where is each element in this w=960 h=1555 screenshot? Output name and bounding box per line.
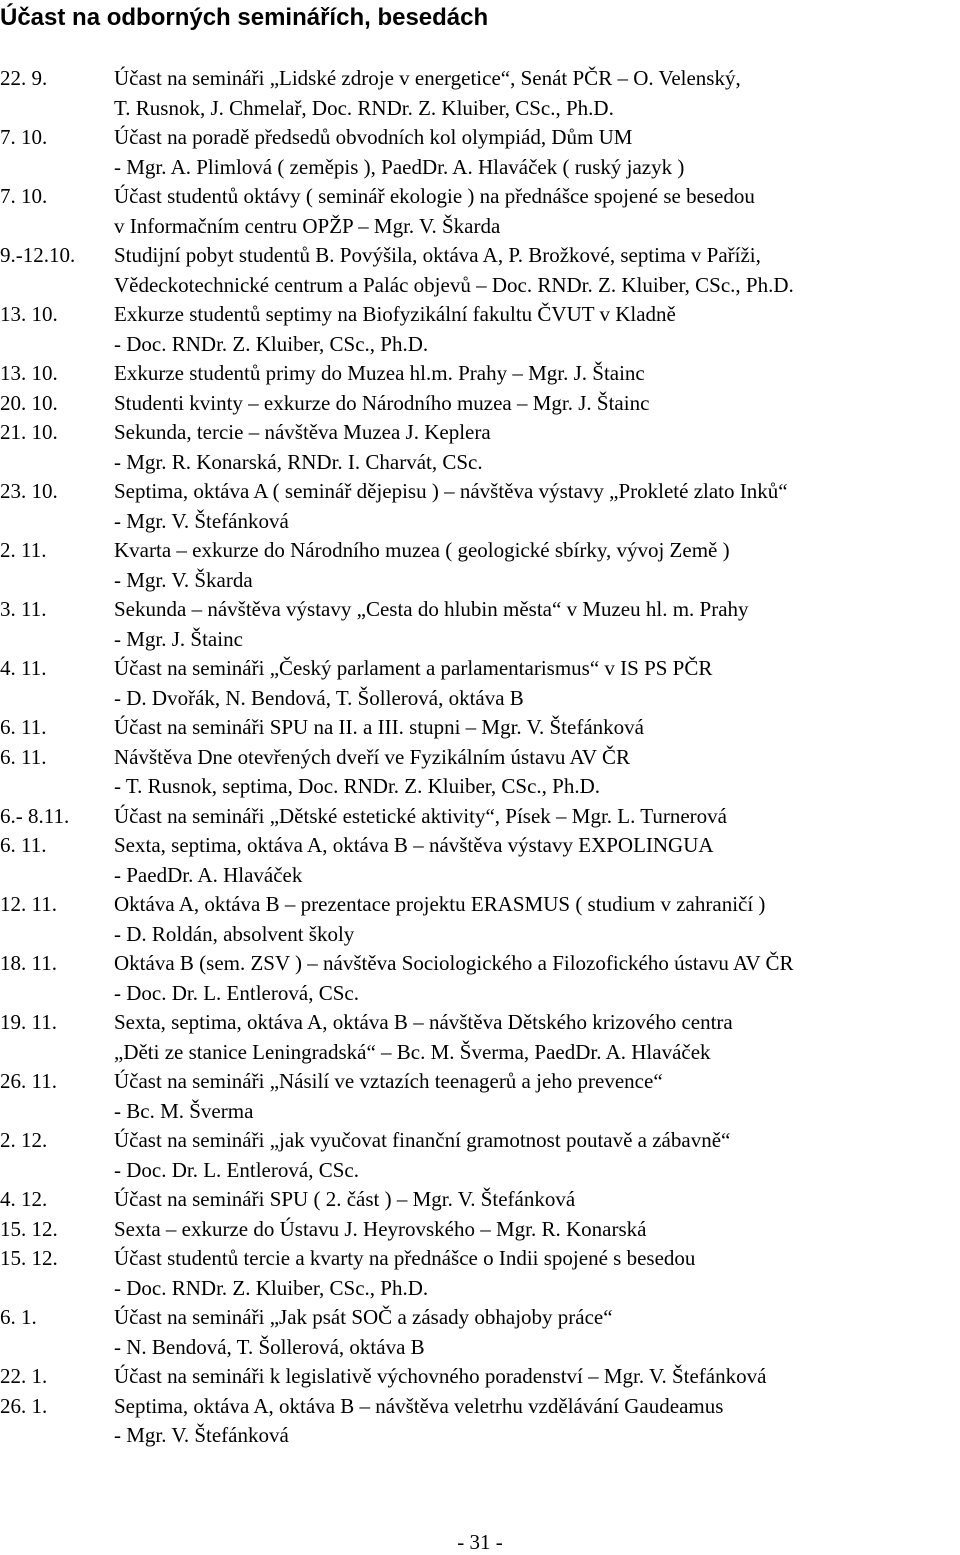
entry-line: - Doc. RNDr. Z. Kluiber, CSc., Ph.D.: [114, 331, 429, 356]
entry-line: Účast studentů tercie a kvarty na přednášce o Indii spojené s besedou: [114, 1246, 696, 1270]
entry-line: Sexta – exkurze do Ústavu J. Heyrovského – Mgr. R. Konarská: [114, 1216, 647, 1241]
list-item: [0, 64, 960, 123]
entry-date: 23. 10.: [0, 479, 58, 503]
entry-description: [114, 1244, 960, 1303]
entry-line: Studenti kvinty – exkurze do Národního muzea – Mgr. J. Štainc: [114, 390, 650, 415]
list-item: [0, 536, 960, 595]
entry-date: 20. 10.: [0, 390, 58, 415]
entry-line: Septima, oktáva A, oktáva B – návštěva veletrhu vzdělávání Gaudeamus: [114, 1393, 724, 1418]
list-item: [0, 241, 960, 300]
entry-date: 6.- 8.11.: [0, 803, 70, 828]
entry-line: Účast na semináři SPU ( 2. část ) – Mgr. V. Štefánková: [114, 1187, 576, 1211]
entry-line: Účast na semináři k legislativě výchovného poradenství – Mgr. V. Štefánková: [114, 1364, 767, 1388]
entry-date: 4. 12.: [0, 1187, 48, 1211]
entry-date: 6. 1.: [0, 1305, 37, 1329]
entry-line: Sexta, septima, oktáva A, oktáva B – návštěva Dětského krizového centra: [114, 1010, 733, 1034]
entry-line: - Mgr. R. Konarská, RNDr. I. Charvát, CSc.: [114, 449, 483, 474]
entry-line: - D. Roldán, absolvent školy: [114, 921, 355, 946]
entry-description: [114, 1185, 960, 1215]
list-item: [0, 477, 960, 536]
entry-description: [114, 1392, 960, 1451]
entry-date: 3. 11.: [0, 597, 47, 621]
entry-description: [114, 241, 960, 300]
entry-list: [0, 64, 960, 1451]
entry-date: 7. 10.: [0, 125, 48, 149]
entry-description: [114, 477, 960, 536]
entry-date: 12. 11.: [0, 892, 57, 916]
entry-description: [114, 654, 960, 713]
list-item: [0, 1244, 960, 1303]
entry-description: [114, 359, 960, 389]
list-item: [0, 1067, 960, 1126]
entry-line: Účast na semináři „Český parlament a parlamentarismus“ v IS PS PČR: [114, 656, 713, 680]
entry-date: 13. 10.: [0, 361, 58, 385]
entry-description: [114, 1215, 960, 1245]
entry-date: 15. 12.: [0, 1216, 58, 1241]
entry-line: Oktáva A, oktáva B – prezentace projektu ERASMUS ( studium v zahraničí ): [114, 892, 766, 916]
entry-line: Vědeckotechnické centrum a Palác objevů – Doc. RNDr. Z. Kluiber, CSc., Ph.D.: [114, 272, 794, 297]
entry-description: [114, 1362, 960, 1392]
entry-line: Exkurze studentů septimy na Biofyzikální fakultu ČVUT v Kladně: [114, 302, 676, 326]
list-item: [0, 595, 960, 654]
list-item: [0, 831, 960, 890]
entry-line: v Informačním centru OPŽP – Mgr. V. Škarda: [114, 213, 501, 238]
list-item: [0, 713, 960, 743]
list-item: [0, 1303, 960, 1362]
entry-description: [114, 831, 960, 890]
entry-line: Účast na semináři „Jak psát SOČ a zásady obhajoby práce“: [114, 1305, 613, 1329]
entry-date: 13. 10.: [0, 302, 58, 326]
list-item: [0, 1392, 960, 1451]
list-item: [0, 359, 960, 389]
entry-line: - N. Bendová, T. Šollerová, oktáva B: [114, 1334, 425, 1359]
entry-date: 6. 11.: [0, 744, 47, 769]
list-item: [0, 890, 960, 949]
list-item: [0, 1362, 960, 1392]
entry-line: Účast na semináři „Násilí ve vztazích teenagerů a jeho prevence“: [114, 1069, 663, 1093]
entry-line: Účast na poradě předsedů obvodních kol olympiád, Dům UM: [114, 125, 633, 149]
entry-line: Návštěva Dne otevřených dveří ve Fyzikálním ústavu AV ČR: [114, 744, 630, 769]
entry-line: - Mgr. V. Štefánková: [114, 1423, 289, 1447]
entry-description: [114, 418, 960, 477]
entry-line: - Mgr. J. Štainc: [114, 626, 243, 651]
entry-description: [114, 802, 960, 832]
list-item: [0, 182, 960, 241]
entry-description: [114, 1067, 960, 1126]
entry-line: Účast na semináři „Dětské estetické aktivity“, Písek – Mgr. L. Turnerová: [114, 803, 727, 828]
entry-description: [114, 64, 960, 123]
entry-line: - Mgr. V. Škarda: [114, 567, 253, 592]
list-item: [0, 1215, 960, 1245]
entry-date: 9.-12.10.: [0, 243, 76, 267]
entry-line: Účast studentů oktávy ( seminář ekologie ) na přednášce spojené se besedou: [114, 184, 755, 208]
entry-line: Účast na semináři SPU na II. a III. stupni – Mgr. V. Štefánková: [114, 715, 644, 739]
list-item: [0, 949, 960, 1008]
page-title: Účast na odborných seminářích, besedách: [0, 4, 489, 31]
entry-date: 26. 11.: [0, 1069, 57, 1093]
list-item: [0, 418, 960, 477]
list-item: [0, 1126, 960, 1185]
entry-description: [114, 1303, 960, 1362]
list-item: [0, 743, 960, 802]
entry-description: [114, 182, 960, 241]
list-item: [0, 123, 960, 182]
entry-line: Septima, oktáva A ( seminář dějepisu ) – návštěva výstavy „Prokleté zlato Inků“: [114, 479, 788, 503]
entry-line: - Mgr. V. Štefánková: [114, 508, 289, 533]
entry-description: [114, 1126, 960, 1185]
entry-description: [114, 743, 960, 802]
entry-date: 22. 1.: [0, 1364, 48, 1388]
entry-line: - D. Dvořák, N. Bendová, T. Šollerová, oktáva B: [114, 685, 524, 710]
entry-description: [114, 595, 960, 654]
list-item: [0, 802, 960, 832]
entry-description: [114, 890, 960, 949]
entry-line: - Mgr. A. Plimlová ( zeměpis ), PaedDr. A. Hlaváček ( ruský jazyk ): [114, 154, 685, 179]
entry-line: - Doc. Dr. L. Entlerová, CSc.: [114, 1157, 359, 1182]
entry-date: 15. 12.: [0, 1246, 58, 1270]
list-item: [0, 654, 960, 713]
entry-date: 6. 11.: [0, 833, 47, 857]
entry-date: 26. 1.: [0, 1393, 48, 1418]
entry-line: - PaedDr. A. Hlaváček: [114, 862, 303, 887]
entry-line: Účast na semináři „jak vyučovat finanční gramotnost poutavě a zábavně“: [114, 1128, 731, 1152]
entry-line: „Děti ze stanice Leningradská“ – Bc. M. Šverma, PaedDr. A. Hlaváček: [114, 1039, 711, 1064]
entry-line: Účast na semináři „Lidské zdroje v energetice“, Senát PČR – O. Velenský,: [114, 66, 741, 90]
page-number: - 31 -: [457, 1530, 503, 1554]
entry-date: 19. 11.: [0, 1010, 57, 1034]
list-item: [0, 300, 960, 359]
entry-line: T. Rusnok, J. Chmelař, Doc. RNDr. Z. Kluiber, CSc., Ph.D.: [114, 95, 614, 120]
entry-line: Sekunda, tercie – návštěva Muzea J. Keplera: [114, 420, 491, 444]
entry-description: [114, 536, 960, 595]
entry-line: Kvarta – exkurze do Národního muzea ( geologické sbírky, vývoj Země ): [114, 538, 730, 562]
entry-date: 4. 11.: [0, 656, 47, 680]
entry-line: Oktáva B (sem. ZSV ) – návštěva Sociologického a Filozofického ústavu AV ČR: [114, 951, 794, 975]
list-item: [0, 1185, 960, 1215]
entry-description: [114, 300, 960, 359]
entry-date: 22. 9.: [0, 66, 48, 90]
entry-line: - Doc. RNDr. Z. Kluiber, CSc., Ph.D.: [114, 1275, 429, 1300]
entry-description: [114, 949, 960, 1008]
entry-date: 6. 11.: [0, 715, 47, 739]
list-item: [0, 1008, 960, 1067]
entry-description: [114, 123, 960, 182]
entry-line: Studijní pobyt studentů B. Povýšila, oktáva A, P. Brožkové, septima v Paříži,: [114, 243, 761, 267]
list-item: [0, 389, 960, 419]
entry-date: 2. 12.: [0, 1128, 48, 1152]
entry-date: 2. 11.: [0, 538, 47, 562]
entry-date: 7. 10.: [0, 184, 48, 208]
entry-line: Sekunda – návštěva výstavy „Cesta do hlubin města“ v Muzeu hl. m. Prahy: [114, 597, 749, 621]
entry-description: [114, 713, 960, 743]
entry-date: 21. 10.: [0, 420, 58, 444]
entry-description: [114, 389, 960, 419]
entry-line: - T. Rusnok, septima, Doc. RNDr. Z. Kluiber, CSc., Ph.D.: [114, 774, 601, 798]
entry-line: - Bc. M. Šverma: [114, 1098, 254, 1123]
entry-date: 18. 11.: [0, 951, 57, 975]
entry-line: - Doc. Dr. L. Entlerová, CSc.: [114, 980, 359, 1005]
entry-description: [114, 1008, 960, 1067]
entry-line: Exkurze studentů primy do Muzea hl.m. Prahy – Mgr. J. Štainc: [114, 361, 645, 385]
entry-line: Sexta, septima, oktáva A, oktáva B – návštěva výstavy EXPOLINGUA: [114, 833, 714, 857]
